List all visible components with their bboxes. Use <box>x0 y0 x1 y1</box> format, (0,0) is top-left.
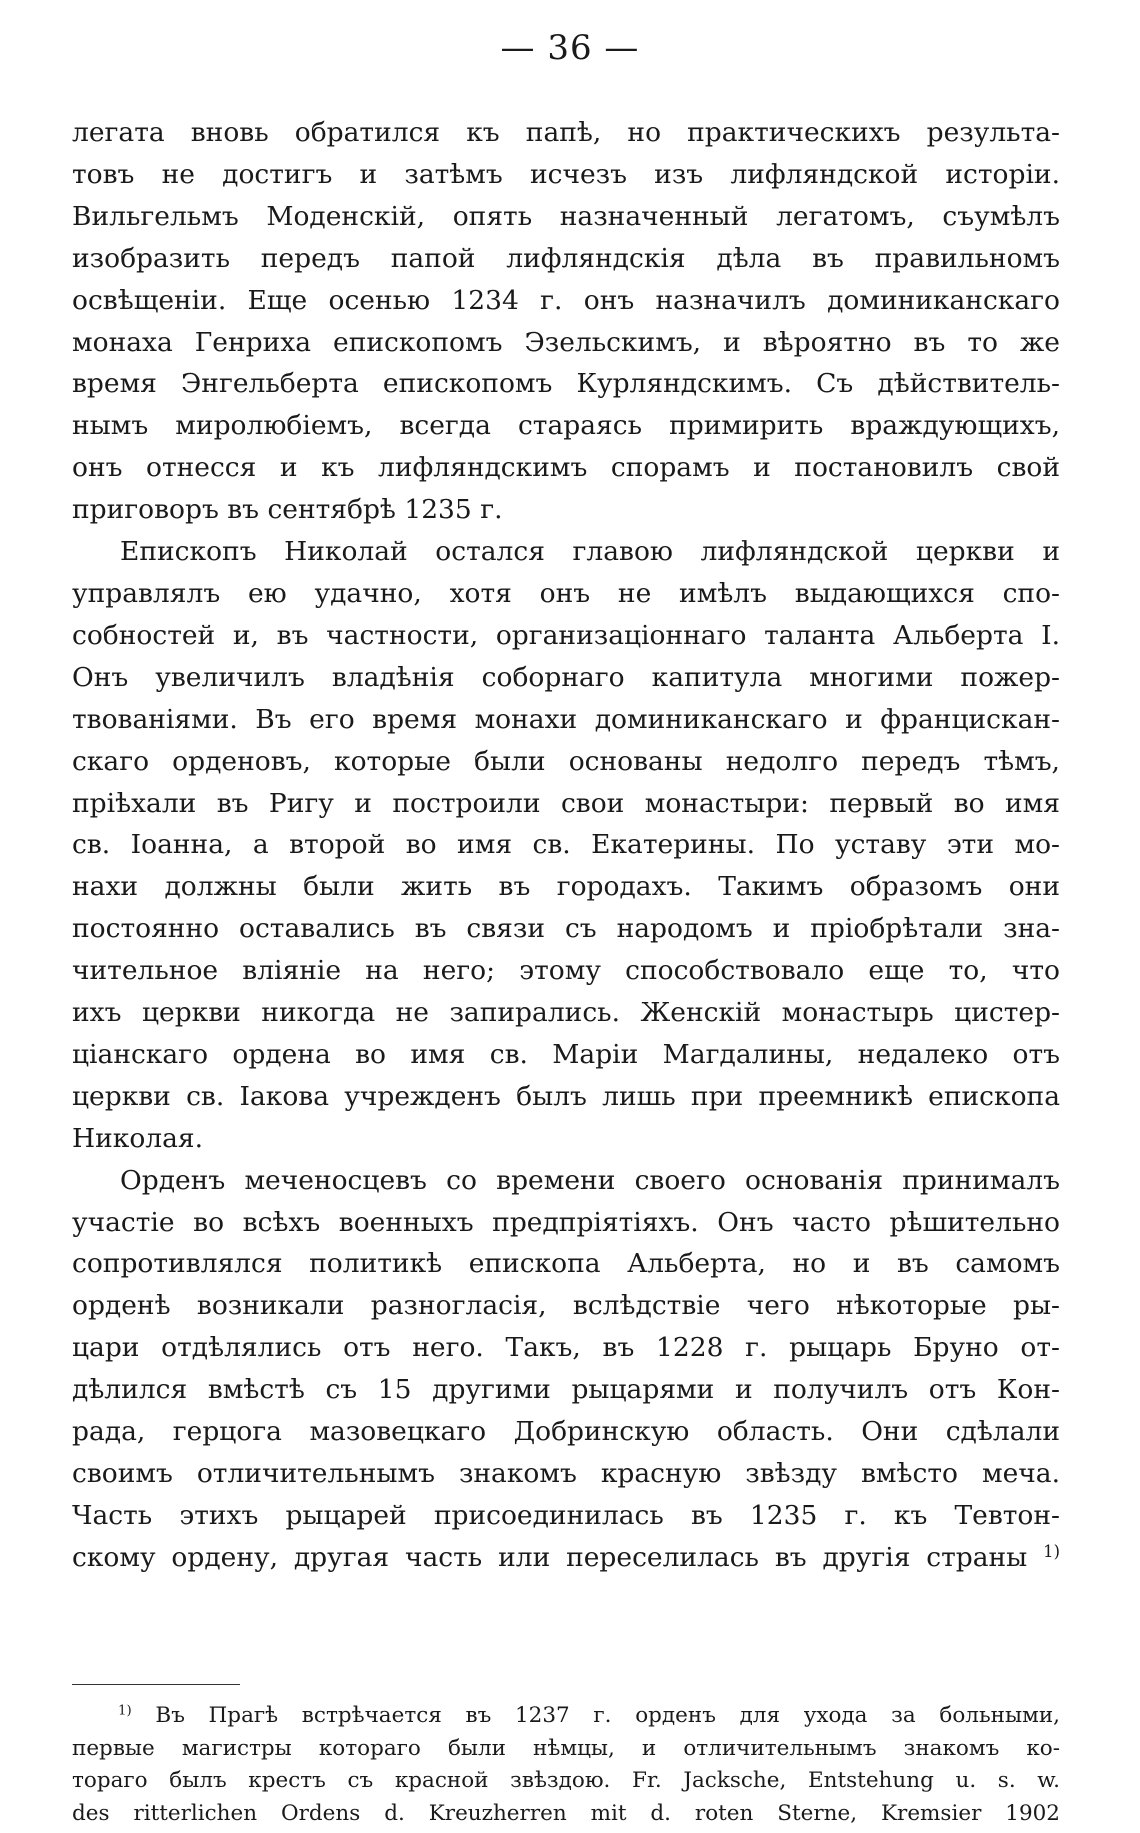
footnote-mark: 1) <box>118 1703 132 1719</box>
text-line: рада, герцога мазовецкаго Добринскую область. Они сдѣлали <box>72 1416 1060 1448</box>
footnote-line: первые магистры котораго были нѣмцы, и отличительнымъ знакомъ ко- <box>72 1735 1060 1761</box>
text-line: онъ отнесся и къ лифляндскимъ спорамъ и постановилъ свой <box>72 452 1060 484</box>
text-line: Орденъ меченосцевъ со времени своего основанія принималъ <box>120 1164 1060 1196</box>
footnote-line <box>72 1700 1060 1733</box>
text-line: Часть этихъ рыцарей присоединилась въ 1235 г. къ Тевтон- <box>72 1499 1060 1531</box>
text-line-with-note <box>72 1537 1060 1579</box>
text-line: св. Іоанна, а второй во имя св. Екатерины. По уставу эти мо- <box>72 829 1060 861</box>
footnote-reference[interactable]: 1) <box>1043 1541 1060 1561</box>
footnote-line: тораго былъ крестъ съ красной звѣздою. Fr. Jacksche, Entstehung u. s. w. <box>72 1768 1060 1793</box>
text-line: скому ордену, другая часть или переселилась въ другія страны <box>72 1541 1028 1573</box>
paragraph-1 <box>72 112 1060 531</box>
text-line: дѣлился вмѣстѣ съ 15 другими рыцарями и получилъ отъ Кон- <box>72 1374 1060 1406</box>
text-line: нымъ миролюбіемъ, всегда стараясь примирить враждующихъ, <box>72 410 1060 442</box>
text-line: изобразить передъ папой лифляндскія дѣла въ правильномъ <box>72 242 1060 274</box>
paragraph-2 <box>72 531 1060 1160</box>
footnote <box>72 1700 1060 1830</box>
text-line: цари отдѣлялись отъ него. Такъ, въ 1228 г. рыцарь Бруно от- <box>72 1332 1060 1364</box>
footnote-divider <box>72 1684 240 1685</box>
paragraph-3 <box>72 1160 1060 1579</box>
text-line: управлялъ ею удачно, хотя онъ не имѣлъ выдающихся спо- <box>72 577 1060 609</box>
text-line: время Энгельберта епископомъ Курляндскимъ. Съ дѣйствитель- <box>72 368 1060 400</box>
footnote-line: des ritterlichen Ordens d. Kreuzherren mit d. roten Sterne, Kremsier 1902 <box>72 1800 1060 1826</box>
text-line: легата вновь обратился къ папѣ, но практическихъ результа- <box>72 117 1060 148</box>
text-line: товъ не достигъ и затѣмъ исчезъ изъ лифляндской исторіи. <box>72 158 1060 190</box>
page-number: — 36 — <box>500 28 640 68</box>
text-line: Вильгельмъ Моденскій, опять назначенный легатомъ, съумѣлъ <box>72 200 1060 232</box>
text-line: постоянно оставались въ связи съ народомъ и пріобрѣтали зна- <box>72 913 1060 945</box>
text-line: участіе во всѣхъ военныхъ предпріятіяхъ. Онъ часто рѣшительно <box>72 1206 1060 1238</box>
text-line: Онъ увеличилъ владѣнія соборнаго капитула многими пожер- <box>72 661 1060 693</box>
text-line: орденѣ возникали разногласія, вслѣдствіе чего нѣкоторые ры- <box>72 1290 1060 1322</box>
text-line: ціанскаго ордена во имя св. Маріи Магдалины, недалеко отъ <box>72 1038 1060 1070</box>
text-line: скаго орденовъ, которые были основаны недолго передъ тѣмъ, <box>72 745 1060 777</box>
text-line: сопротивлялся политикѣ епископа Альберта, но и въ самомъ <box>72 1248 1060 1280</box>
text-line: своимъ отличительнымъ знакомъ красную звѣзду вмѣсто меча. <box>72 1458 1060 1489</box>
text-line: собностей и, въ частности, организаціоннаго таланта Альберта I. <box>72 619 1060 651</box>
text-line: твованіями. Въ его время монахи доминиканскаго и францискан- <box>72 703 1060 735</box>
text-line: нахи должны были жить въ городахъ. Такимъ образомъ они <box>72 871 1060 903</box>
text-line: чительное вліяніе на него; этому способствовало еще то, что <box>72 955 1060 987</box>
text-line: ихъ церкви никогда не запирались. Женскій монастырь цистер- <box>72 997 1060 1029</box>
footnote-text: Въ Прагѣ встрѣчается въ 1237 г. орденъ для ухода за больными, <box>155 1703 1060 1728</box>
text-line: монаха Генриха епископомъ Эзельскимъ, и вѣроятно въ то же <box>72 326 1060 358</box>
body-text <box>72 112 1060 1579</box>
text-line: освѣщеніи. Еще осенью 1234 г. онъ назначилъ доминиканскаго <box>72 284 1060 316</box>
text-line: Николая. <box>72 1122 204 1154</box>
text-line: пріѣхали въ Ригу и построили свои монастыри: первый во имя <box>72 787 1060 819</box>
text-line: Епископъ Николай остался главою лифляндской церкви и <box>120 536 1060 568</box>
text-line: приговоръ въ сентябрѣ 1235 г. <box>72 494 503 526</box>
text-line: церкви св. Іакова учрежденъ былъ лишь при преемникѣ епископа <box>72 1080 1060 1112</box>
